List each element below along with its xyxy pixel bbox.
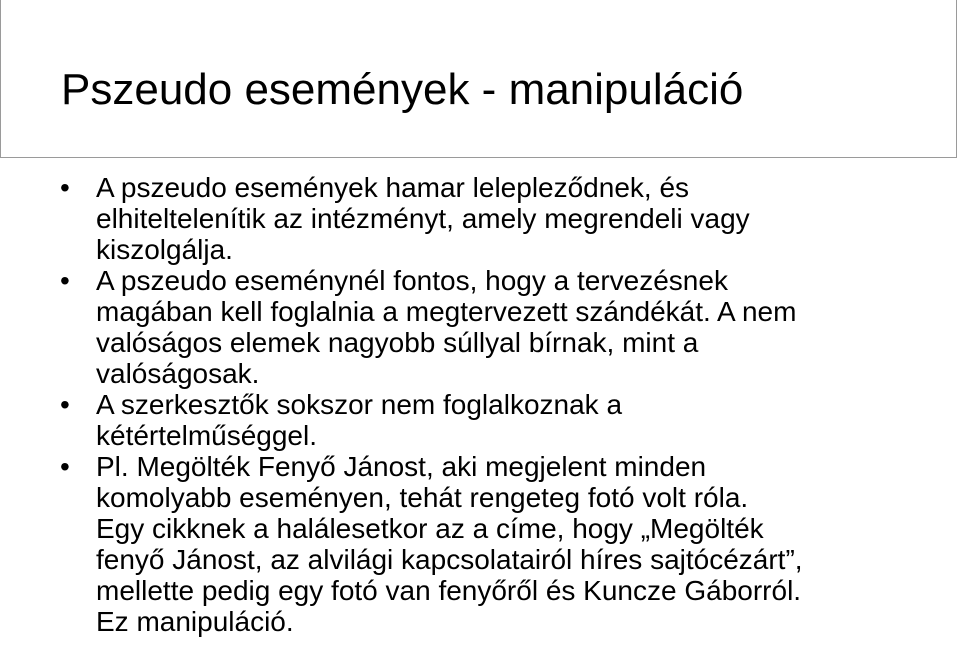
bullet-icon: • (60, 265, 70, 296)
bullet-line: A pszeudo eseménynél fontos, hogy a tervezésnek (96, 265, 728, 296)
bullet-line: valóságosak. (96, 358, 260, 389)
bullet-line: Ez manipuláció. (96, 606, 294, 637)
bullet-icon: • (60, 451, 70, 482)
bullet-line: komolyabb eseményen, tehát rengeteg fotó volt róla. (96, 482, 749, 513)
bullet-line: elhiteltelenítik az intézményt, amely megrendeli vagy (96, 203, 750, 234)
bullet-line: kétértelműséggel. (96, 420, 318, 451)
bullet-icon: • (60, 172, 70, 203)
bullet-line: Egy cikknek a halálesetkor az a címe, hogy „Megölték (96, 513, 764, 544)
bullet-line: fenyő Jánost, az alvilági kapcsolatairól híres sajtócézárt”, (96, 544, 803, 575)
title-box (0, 0, 957, 158)
bullet-line: Pl. Megölték Fenyő Jánost, aki megjelent minden (96, 451, 707, 482)
bullet-item (60, 389, 940, 451)
bullet-line: mellette pedig egy fotó van fenyőről és Kuncze Gáborról. (96, 575, 802, 606)
slide-title: Pszeudo események - manipuláció (61, 65, 744, 114)
bullet-line: valóságos elemek nagyobb súllyal bírnak, mint a (96, 327, 699, 358)
bullet-line: A pszeudo események hamar lelepleződnek, és (96, 172, 690, 203)
bullet-item (60, 265, 940, 389)
bullet-icon: • (60, 389, 70, 420)
bullet-list (60, 172, 940, 637)
bullet-line: magában kell foglalnia a megtervezett szándékát. A nem (96, 296, 797, 327)
bullet-item (60, 451, 940, 637)
bullet-line: kiszolgálja. (96, 234, 233, 265)
bullet-item (60, 172, 940, 265)
bullet-line: A szerkesztők sokszor nem foglalkoznak a (96, 389, 623, 420)
